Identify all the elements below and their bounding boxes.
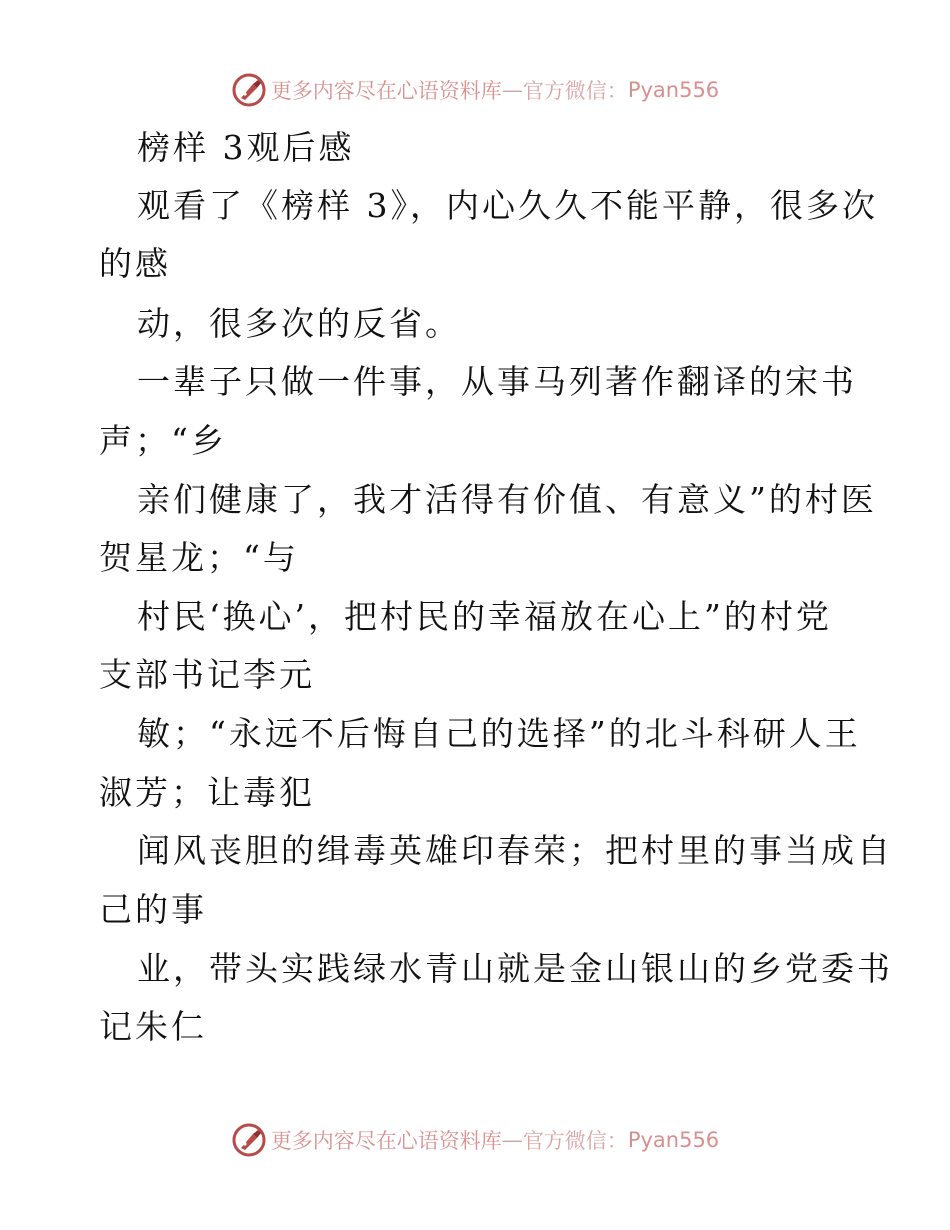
paragraph-line: 敏；“永远不后悔自己的选择”的北斗科研人王 — [137, 714, 861, 753]
watermark-site-name: 更多内容尽在心语资料库 — [270, 1129, 502, 1153]
paragraph-line: 业，带头实践绿水青山就是金山银山的乡党委书 — [137, 949, 893, 988]
watermark-wechat-label: 官方微信： — [522, 79, 628, 103]
header-watermark — [0, 70, 950, 110]
document-title: 榜样 3观后感 — [137, 128, 355, 167]
paragraph-line: 闻风丧胆的缉毒英雄印春荣；把村里的事当成自 — [137, 831, 893, 870]
watermark-wechat-label: 官方微信： — [522, 1129, 628, 1153]
paragraph-line: 亲们健康了，我才活得有价值、有意义”的村医 — [137, 480, 877, 519]
paragraph-line: 己的事 — [99, 890, 207, 929]
paragraph-line: 村民‘换心’，把村民的幸福放在心上”的村党 — [137, 597, 832, 636]
fountain-pen-logo-icon — [231, 1122, 267, 1158]
paragraph-line: 一辈子只做一件事，从事马列著作翻译的宋书 — [137, 362, 857, 401]
watermark-wechat-id: Pyan556 — [627, 1128, 720, 1152]
watermark-wechat-id: Pyan556 — [627, 78, 720, 102]
fountain-pen-logo-icon — [231, 72, 267, 108]
paragraph-line: 动，很多次的反省。 — [137, 304, 461, 343]
paragraph-line: 支部书记李元 — [99, 655, 315, 694]
paragraph-line: 记朱仁 — [99, 1007, 207, 1046]
paragraph-line: 贺星龙；“与 — [99, 538, 299, 577]
watermark-separator: — — [501, 78, 523, 102]
paragraph-line: 淑芳；让毒犯 — [99, 773, 315, 812]
paragraph-line: 观看了《榜样 3》，内心久久不能平静，很多次 — [137, 186, 878, 225]
paragraph-line: 的感 — [99, 244, 171, 283]
paragraph-line: 声；“乡 — [99, 421, 227, 460]
watermark-site-name: 更多内容尽在心语资料库 — [270, 79, 502, 103]
footer-watermark — [0, 1120, 950, 1160]
watermark-separator: — — [501, 1128, 523, 1152]
